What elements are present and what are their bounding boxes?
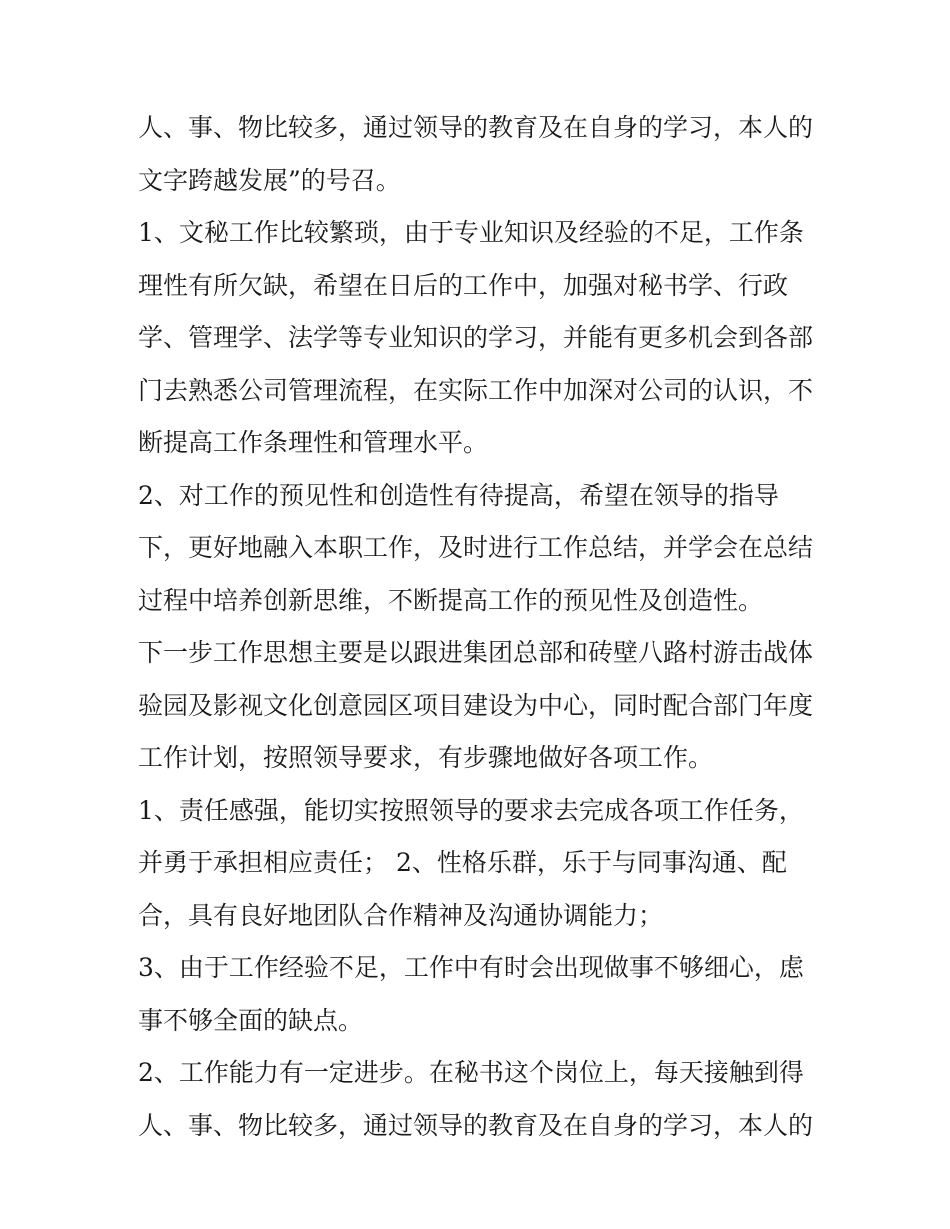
- text-line: 合，具有良好地团队合作精神及沟通协调能力；: [138, 900, 664, 930]
- text-line: 门去熟悉公司管理流程，在实际工作中加深对公司的认识，不: [138, 375, 814, 405]
- text-line: 下，更好地融入本职工作，及时进行工作总结，并学会在总结: [138, 533, 814, 562]
- text-line: 并勇于承担相应责任； 2、性格乐群，乐于与同事沟通、配: [138, 848, 787, 877]
- text-line: 1、文秘工作比较繁琐，由于专业知识及经验的不足，工作条: [138, 218, 804, 247]
- document-body: [138, 102, 818, 1152]
- text-line: 下一步工作思想主要是以跟进集团总部和砖壁八路村游击战体: [138, 638, 814, 667]
- text-line: 人、事、物比较多，通过领导的教育及在自身的学习，本人的: [138, 113, 814, 142]
- text-line: 2、工作能力有一定进步。在秘书这个岗位上，每天接触到得: [138, 1058, 804, 1087]
- text-line: 1、责任感强，能切实按照领导的要求去完成各项工作任务，: [138, 795, 804, 825]
- text-line: 工作计划，按照领导要求，有步骤地做好各项工作。: [138, 743, 714, 772]
- text-line: 事不够全面的缺点。: [138, 1005, 364, 1035]
- text-line: 断提高工作条理性和管理水平。: [138, 428, 489, 457]
- text-line: 文字跨越发展”的号召。: [138, 165, 401, 195]
- text-line: 2、对工作的预见性和创造性有待提高，希望在领导的指导: [138, 480, 779, 510]
- text-line: 3、由于工作经验不足，工作中有时会出现做事不够细心，虑: [138, 953, 804, 982]
- text-line: 学、管理学、法学等专业知识的学习，并能有更多机会到各部: [138, 323, 814, 352]
- text-line: 过程中培养创新思维，不断提高工作的预见性及创造性。: [138, 585, 764, 615]
- text-line: 验园及影视文化创意园区项目建设为中心，同时配合部门年度: [138, 690, 814, 720]
- text-line: 人、事、物比较多，通过领导的教育及在自身的学习，本人的: [138, 1110, 814, 1140]
- text-line: 理性有所欠缺，希望在日后的工作中，加强对秘书学、行政: [138, 270, 789, 300]
